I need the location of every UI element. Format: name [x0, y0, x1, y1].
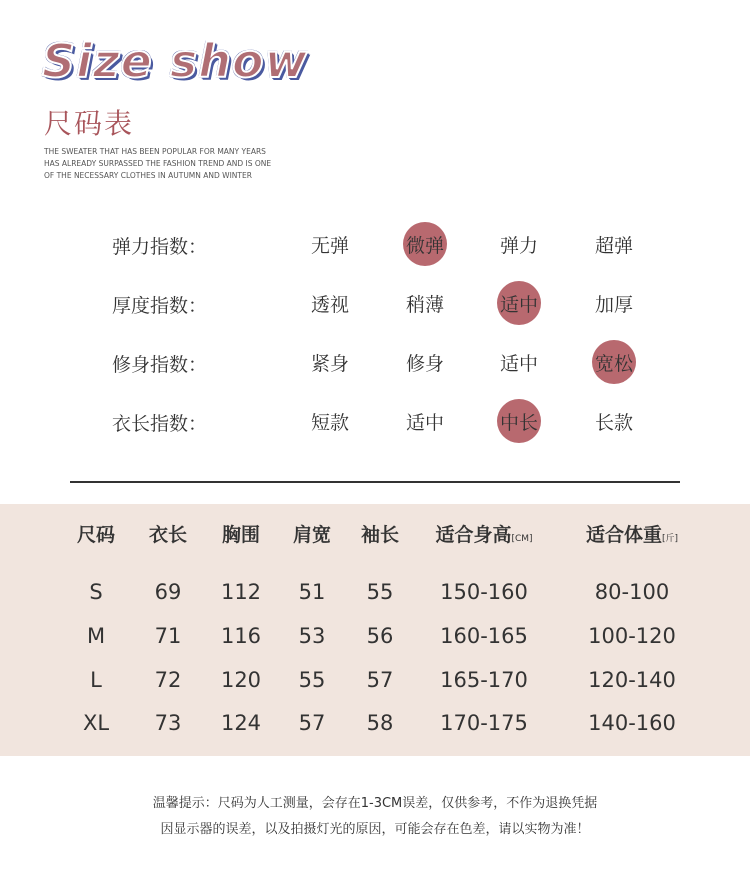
index-row: [0, 338, 750, 386]
table-cell: 55: [298, 668, 326, 692]
table-header: [361, 520, 399, 547]
index-option-selected: 宽松: [592, 340, 636, 384]
table-cell: 57: [298, 711, 326, 735]
table-cell: 71: [154, 624, 182, 648]
table-header-label: 适合体重: [585, 524, 662, 546]
table-cell: 58: [366, 711, 394, 735]
table-cell: 69: [154, 580, 182, 604]
index-row: [0, 279, 750, 327]
index-option: 适中: [499, 352, 538, 375]
title-en: Size show: [42, 34, 309, 88]
note-line-1: 温馨提示：尺码为人工测量，会存在1-3CM误差，仅供参考，不作为退换凭据: [152, 796, 598, 811]
table-cell: 73: [154, 711, 182, 735]
divider: [70, 481, 680, 483]
title-cn: 尺码表: [44, 107, 135, 140]
table-header: [149, 520, 187, 547]
table-header-unit: [CM]: [511, 534, 533, 544]
table-cell: 51: [298, 580, 326, 604]
table-cell: 72: [154, 668, 182, 692]
table-cell: 53: [298, 624, 326, 648]
table-header: [77, 520, 115, 547]
table-cell: 120: [220, 668, 262, 692]
index-label: 衣长指数：: [112, 413, 208, 435]
table-cell: 80-100: [594, 580, 670, 604]
index-option: 紧身: [310, 352, 349, 375]
subtitle-line: HAS ALREADY SURPASSED THE FASHION TREND AND IS ONE: [44, 159, 272, 168]
subtitle-line: THE SWEATER THAT HAS BEEN POPULAR FOR MANY YEARS: [44, 147, 266, 156]
index-option: 透视: [310, 293, 349, 316]
index-label: 弹力指数：: [112, 236, 208, 258]
note-line-2: 因显示器的误差，以及拍摄灯光的原因，可能会存在色差，请以实物为准！: [160, 822, 590, 837]
subtitle-line: OF THE NECESSARY CLOTHES IN AUTUMN AND WINTER: [44, 171, 252, 180]
table-header-label: 肩宽: [292, 524, 332, 546]
index-option: 超弹: [594, 234, 633, 257]
table-cell: 56: [366, 624, 394, 648]
index-option: 无弹: [310, 234, 349, 257]
index-option: 弹力: [499, 234, 538, 257]
table-cell: 116: [220, 624, 262, 648]
table-header-unit: [斤]: [661, 534, 679, 544]
index-option: 加厚: [594, 293, 633, 316]
table-cell: 140-160: [588, 711, 676, 735]
index-label: 厚度指数：: [112, 295, 208, 317]
table-cell: 57: [366, 668, 394, 692]
index-option-selected: 中长: [497, 399, 541, 443]
index-option-selected: 适中: [497, 281, 541, 325]
index-option: 修身: [405, 352, 444, 375]
table-cell: 100-120: [588, 624, 676, 648]
table-header-label: 尺码: [76, 524, 116, 546]
index-option: 短款: [310, 411, 349, 434]
index-option: 适中: [405, 411, 444, 434]
table-cell: 112: [220, 580, 262, 604]
table-cell: 170-175: [440, 711, 528, 735]
table-header: [293, 520, 331, 547]
table-cell: 160-165: [440, 624, 528, 648]
index-row: [0, 397, 750, 445]
table-cell: 55: [366, 580, 394, 604]
index-option: 长款: [594, 411, 633, 434]
table-header-label: 适合身高: [435, 524, 512, 546]
table-header: [222, 520, 260, 547]
table-row-size: M: [86, 624, 106, 648]
index-option-selected: 微弹: [403, 222, 447, 266]
table-cell: 165-170: [440, 668, 528, 692]
table-row-size: XL: [82, 711, 110, 735]
table-cell: 120-140: [588, 668, 676, 692]
table-header-label: 袖长: [360, 524, 400, 546]
table-header: [435, 520, 532, 547]
table-cell: 150-160: [440, 580, 528, 604]
table-header-label: 胸围: [221, 524, 261, 546]
table-header-label: 衣长: [148, 524, 188, 546]
index-row: [0, 220, 750, 268]
table-header: [586, 520, 678, 547]
subtitle: [44, 146, 271, 182]
table-row-size: S: [89, 580, 103, 604]
table-row-size: L: [90, 668, 102, 692]
table-cell: 124: [220, 711, 262, 735]
index-label: 修身指数：: [112, 354, 208, 376]
index-option: 稍薄: [405, 293, 444, 316]
